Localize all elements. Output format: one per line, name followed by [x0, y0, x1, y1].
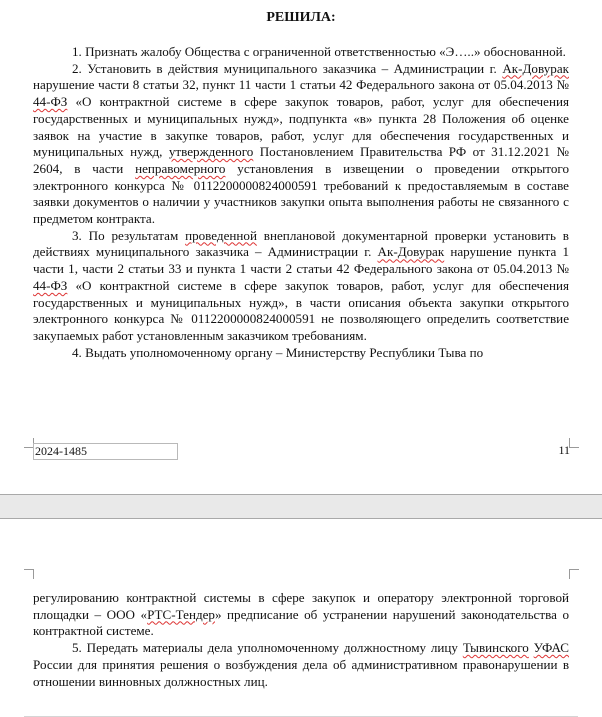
paragraph-3-text-b: внеплановой документарной проверки установить в действиях муниципального заказчика – Администрации г. [33, 227, 569, 260]
paragraph-3 [33, 228, 569, 345]
page-break-gap [0, 494, 602, 519]
paragraph-4-text: 4. Выдать уполномоченному органу – Министерству Республики Тыва по [72, 344, 484, 360]
spellcheck-word[interactable]: 44-ФЗ [33, 277, 68, 293]
spellcheck-word[interactable]: 44-ФЗ [33, 94, 68, 110]
paragraph-2-text-c: «О контрактной системе в сфере закупок товаров, работ, услуг для обеспечения государственных и муниципальных нужд», подпункта «в» пункта 28 Положения об оценке заявок на участие в закупке товаров, работ, услуг для обеспечения государственных и муниципальных нужд, [33, 94, 569, 160]
paragraph-4-start [33, 345, 569, 362]
paragraph-4-continued [33, 590, 569, 640]
margin-corner-mark [569, 569, 579, 579]
document-page-2 [0, 519, 602, 717]
spellcheck-word[interactable]: РТС-Тендер [147, 606, 215, 622]
spellcheck-word[interactable]: неправомерного [135, 160, 226, 176]
footer-page-number: 11 [558, 443, 570, 457]
paragraph-3-text-d: «О контрактной системе в сфере закупок товаров, работ, услуг для обеспечения государственных и муниципальных нужд», в части описания объекта закупки открытого электронного конкурса № 0112200000824000591 не позволяющего определить соответствие закупаемых работ установленным заказчиком требованиям. [33, 277, 569, 343]
decision-body [33, 44, 569, 361]
decision-heading: РЕШИЛА: [266, 10, 336, 25]
paragraph-1 [33, 44, 569, 61]
spellcheck-word[interactable]: утвержденного [168, 144, 254, 160]
spellcheck-word[interactable]: Тывинского [462, 640, 529, 656]
spellcheck-word[interactable]: Ак-Довурак [502, 60, 569, 76]
paragraph-3-text-a: 3. По результатам [72, 227, 186, 243]
paragraph-5-text-a: 5. Передать материалы дела уполномоченному должностному лицу [72, 640, 463, 656]
paragraph-2 [33, 61, 569, 228]
spellcheck-word[interactable]: Ак-Довурак [377, 244, 445, 260]
paragraph-4-cont-text-a: регулированию контрактной системы в сфере закупок и оператору электронной торговой площадки – ООО « [33, 590, 569, 622]
paragraph-2-text-a: 2. Установить в действия муниципального заказчика – Администрации г. [72, 60, 503, 76]
paragraph-4-cont-text-b: » предписание об устранении нарушений законодательства о контрактной системе. [33, 606, 570, 639]
decision-body-continued [33, 590, 569, 690]
paragraph-3-text-c: нарушение пункта 1 части 1, части 2 статьи 33 и пункта 1 части 2 статьи 42 Федерального закона от 05.04.2013 № [33, 244, 569, 277]
paragraph-2-text-b: нарушение части 8 статьи 32, пункт 11 части 1 статьи 42 Федерального закона от 05.04.2013 № [33, 77, 569, 93]
footer-document-code-field[interactable]: 2024-1485 [33, 443, 178, 460]
spellcheck-word[interactable]: УФАС [533, 640, 569, 656]
paragraph-1-text: 1. Признать жалобу Общества с ограниченной ответственностью «Э…..» обоснованной. [72, 44, 566, 59]
margin-corner-mark [569, 438, 579, 448]
margin-corner-mark [24, 569, 34, 579]
paragraph-5 [33, 640, 569, 690]
paragraph-2-text-d: Постановлением Правительства РФ от 31.12.2021 № 2604, в части [33, 144, 569, 176]
spellcheck-word[interactable]: проведенной [185, 227, 257, 243]
paragraph-5-text-c: России для принятия решения о возбуждения дела об административном правонарушении в отношении винновных должностных лиц. [33, 656, 569, 689]
paragraph-2-text-e: установления в извещении о проведении открытого электронного конкурса № 0112200000824000591 требований к предоставляемым в составе заявки документов о наличии у участников закупки опыта выполнения работы не связанного с предметом контракта. [33, 160, 569, 227]
